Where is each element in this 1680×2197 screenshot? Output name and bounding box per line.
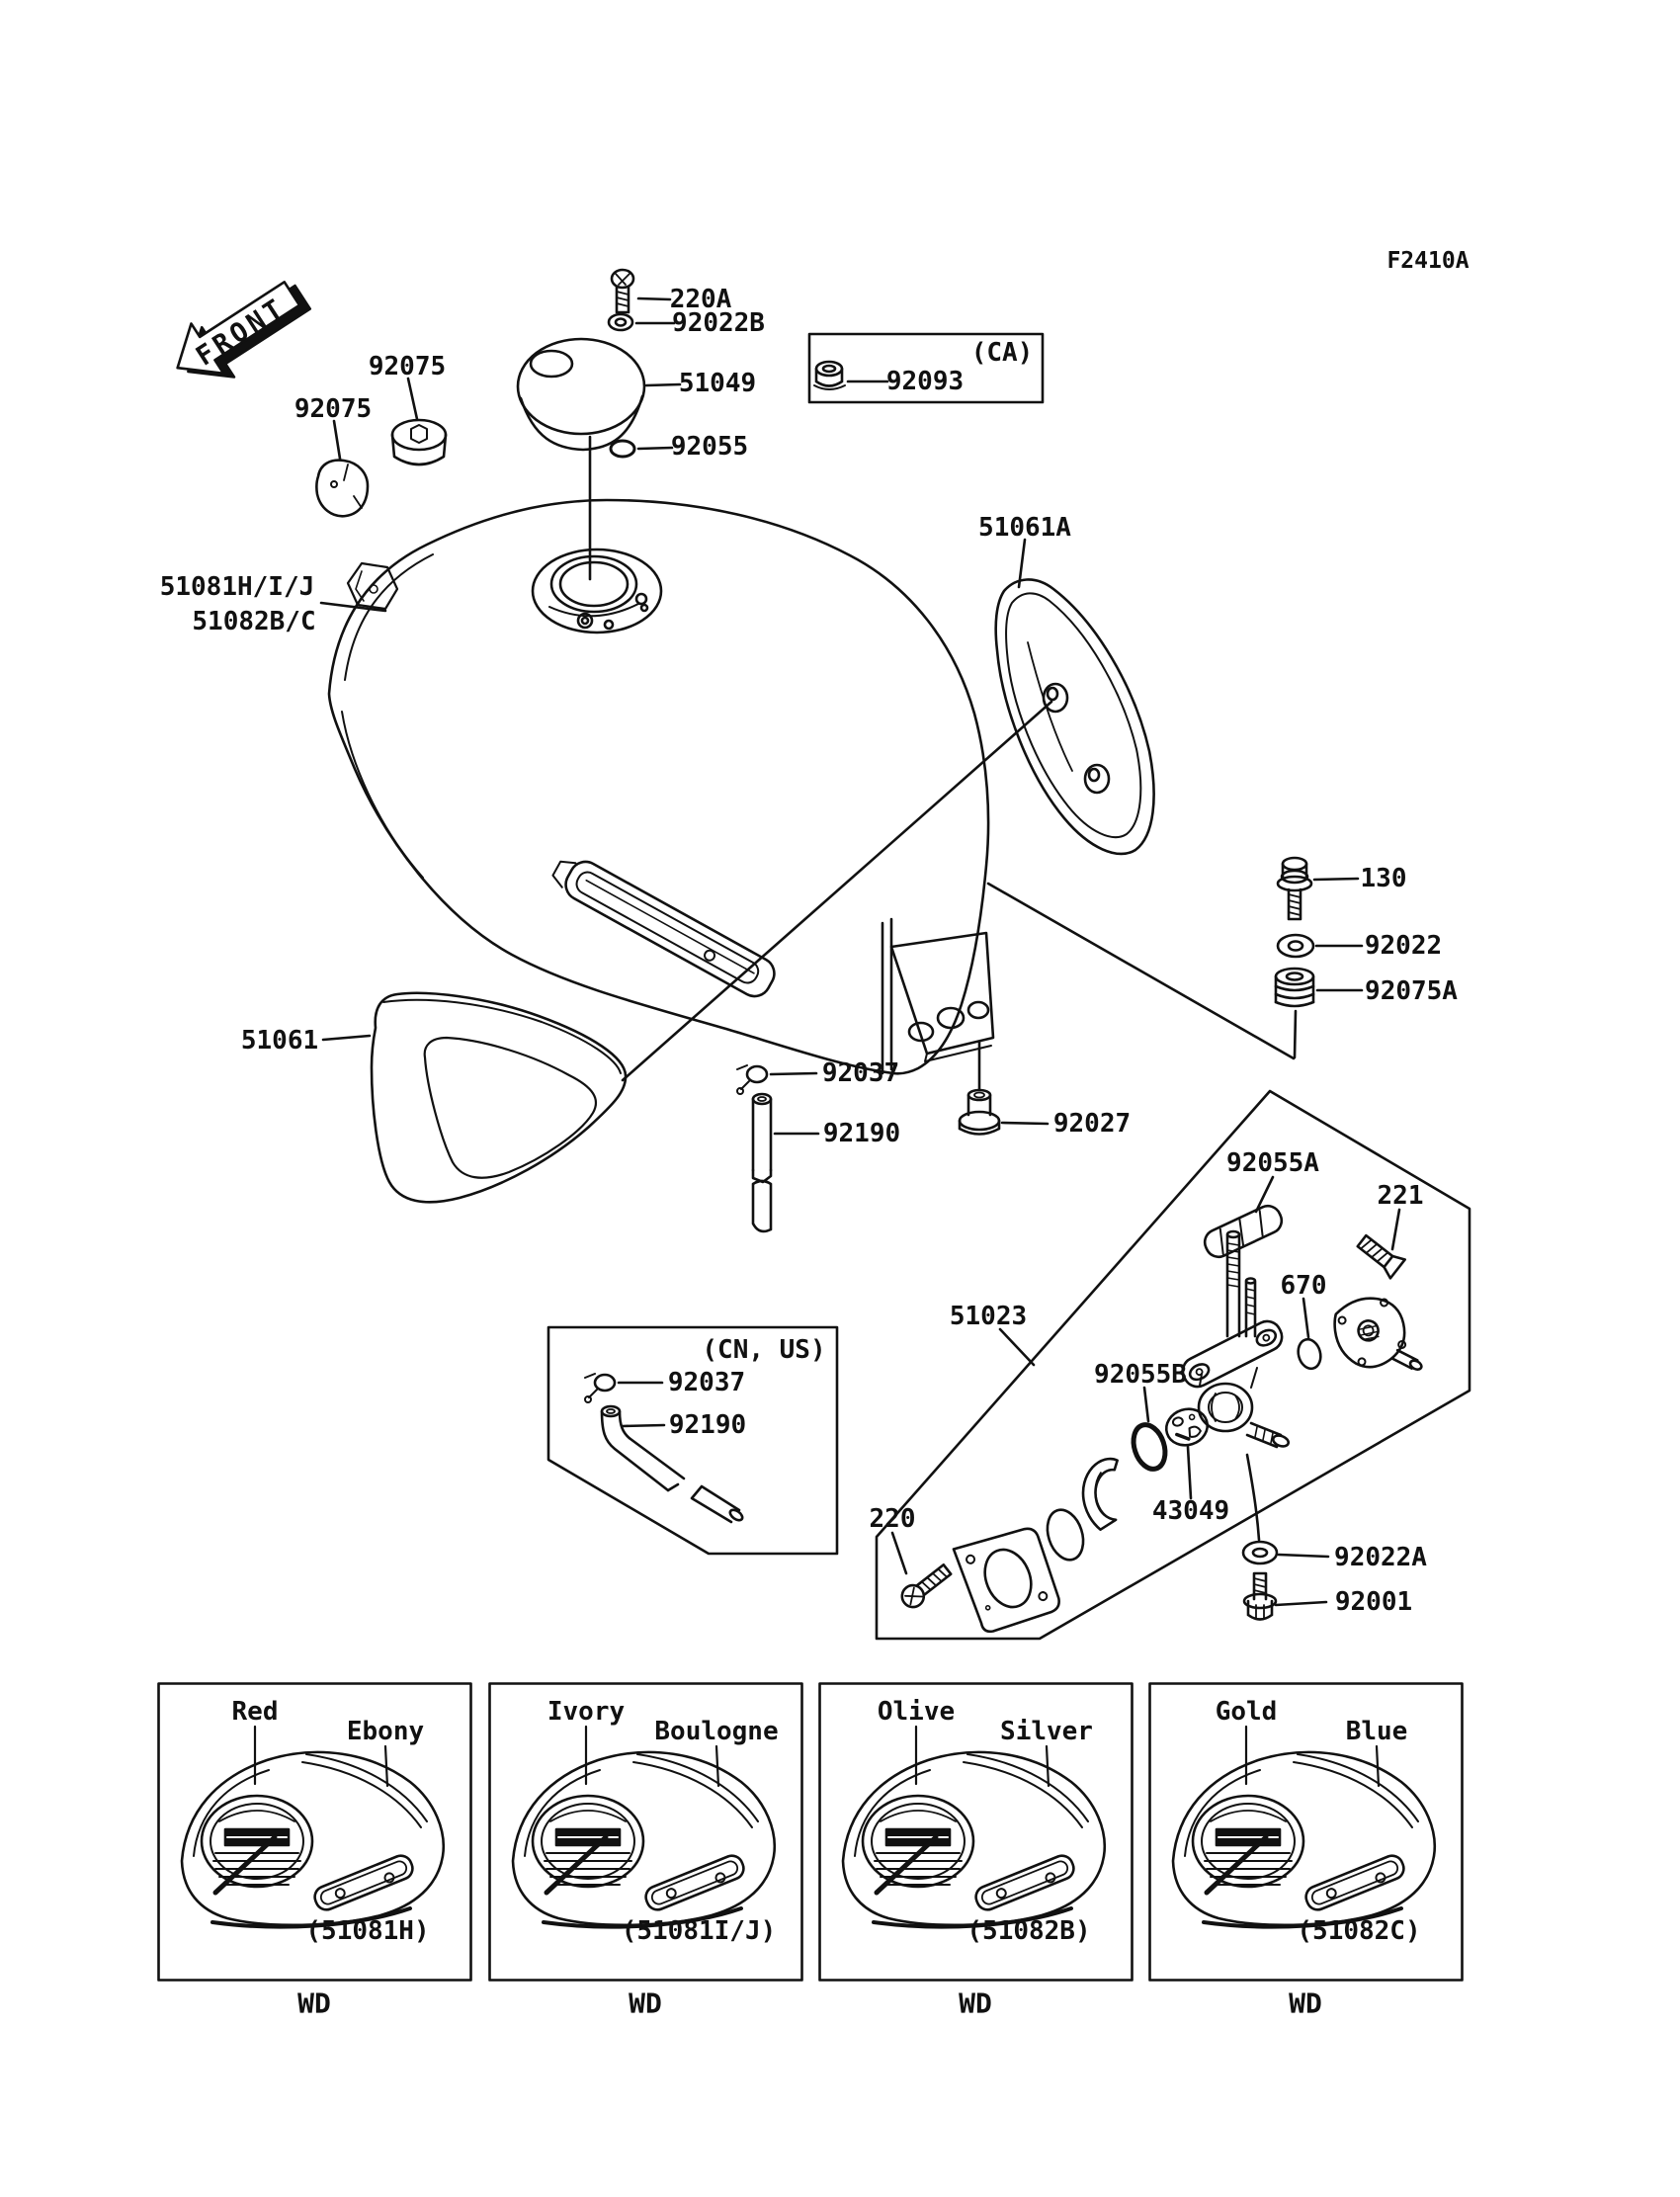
front-arrow-label: FRONT [191, 292, 292, 373]
part-label-220: 220 [869, 1504, 916, 1534]
part-label-221: 221 [1377, 1181, 1424, 1211]
color-box-51082B [819, 1683, 1133, 2029]
side-cover-51061a-icon [623, 540, 1154, 1080]
variant-code: (51081I/J) [621, 1916, 777, 1946]
color-name-b: Ebony [346, 1717, 425, 1746]
market-code: WD [1289, 1986, 1322, 2020]
damper-92075a-icon [988, 884, 1362, 1058]
part-label-92055A: 92055A [1226, 1148, 1319, 1178]
variant-code: (51082C) [1297, 1916, 1421, 1946]
washer-92022b-icon [609, 314, 674, 330]
color-name-a: Red [231, 1697, 279, 1727]
part-label-51061: 51061 [240, 1026, 319, 1056]
oring-92055b-icon [1129, 1420, 1171, 1473]
part-label-92075A: 92075A [1365, 976, 1458, 1006]
color-box-51082C [1149, 1683, 1463, 2029]
damper-92075-left-icon [316, 421, 368, 516]
color-name-a: Ivory [546, 1697, 626, 1727]
spacer-92027-icon [960, 1042, 1048, 1135]
leader-43049 [1188, 1447, 1191, 1498]
screw-220-icon [897, 1561, 954, 1611]
petcock-body-icon [1178, 1231, 1290, 1540]
washer-92022a-icon [1243, 1542, 1328, 1563]
part-label-92022: 92022 [1364, 931, 1443, 961]
side-cover-51061-icon [323, 993, 626, 1202]
oring-icon [1042, 1505, 1089, 1564]
color-name-a: Gold [1215, 1697, 1278, 1727]
part-label-92037: 92037 [821, 1058, 900, 1088]
part-label-92093: 92093 [885, 367, 965, 396]
oring-92055-icon [611, 441, 672, 457]
part-label-51082BC: 51082B/C [192, 607, 316, 636]
color-name-a: Olive [877, 1697, 956, 1727]
part-label-92190b: 92190 [668, 1410, 747, 1440]
color-box-51081H [158, 1683, 471, 2029]
valve-cover-icon [1327, 1287, 1424, 1392]
part-label-92190: 92190 [822, 1119, 901, 1148]
market-code: WD [297, 1986, 331, 2020]
color-box-51081IJ [489, 1683, 802, 2029]
part-label-220A: 220A [669, 285, 732, 314]
market-code: WD [629, 1986, 662, 2020]
part-label-51049: 51049 [678, 369, 757, 398]
part-label-92075r: 92075 [368, 352, 447, 381]
fuel-screen-icon [1072, 1456, 1137, 1532]
part-label-CNUS: (CN, US) [702, 1335, 826, 1365]
leader-670 [1303, 1299, 1308, 1337]
variant-code: (51081H) [305, 1916, 430, 1946]
part-label-92027: 92027 [1052, 1109, 1132, 1139]
lever-43049-icon [1161, 1403, 1212, 1450]
part-label-51061A: 51061A [978, 513, 1071, 543]
market-code: WD [959, 1986, 992, 2020]
part-label-92022A: 92022A [1334, 1543, 1427, 1572]
leader-92055b [1144, 1388, 1148, 1421]
part-label-code: F2410A [1386, 248, 1470, 274]
color-name-b: Silver [1000, 1717, 1093, 1746]
variant-code: (51082B) [966, 1916, 1091, 1946]
part-label-92055: 92055 [670, 432, 749, 462]
screw-221-icon [1355, 1231, 1405, 1278]
color-name-b: Boulogne [654, 1717, 779, 1746]
fuel-tank-outline [329, 500, 988, 1073]
tube-92190-icon [753, 1094, 818, 1231]
tank-trim-strip-icon [548, 849, 781, 1001]
gasket-92055a-icon [1201, 1202, 1286, 1261]
part-label-130: 130 [1360, 864, 1407, 893]
washer-92022-icon [1278, 935, 1362, 957]
filler-neck-icon [533, 549, 661, 633]
leader-51023 [1000, 1329, 1034, 1365]
color-name-b: Blue [1345, 1717, 1408, 1746]
part-label-92022B: 92022B [672, 308, 765, 338]
part-label-92075l: 92075 [294, 394, 373, 424]
oring-670-icon [1295, 1337, 1323, 1372]
screw-220a-icon [612, 270, 670, 312]
fuel-cap-51049-icon [518, 339, 680, 579]
part-label-CA: (CA) [970, 338, 1034, 368]
part-label-92001: 92001 [1334, 1587, 1413, 1617]
part-label-92055B: 92055B [1094, 1360, 1187, 1390]
part-label-92037b: 92037 [667, 1368, 746, 1397]
bolt-92001-icon [1244, 1573, 1326, 1620]
part-label-43049: 43049 [1151, 1496, 1230, 1526]
clamp-92037-icon [737, 1065, 816, 1094]
leader-220 [892, 1533, 906, 1573]
damper-92075-right-icon [392, 379, 446, 465]
part-label-51023: 51023 [949, 1302, 1028, 1331]
leader-221 [1392, 1210, 1399, 1249]
part-label-670: 670 [1280, 1271, 1327, 1301]
part-label-51081HIJ: 51081H/I/J [159, 572, 315, 602]
bolt-130-icon [1278, 858, 1358, 919]
